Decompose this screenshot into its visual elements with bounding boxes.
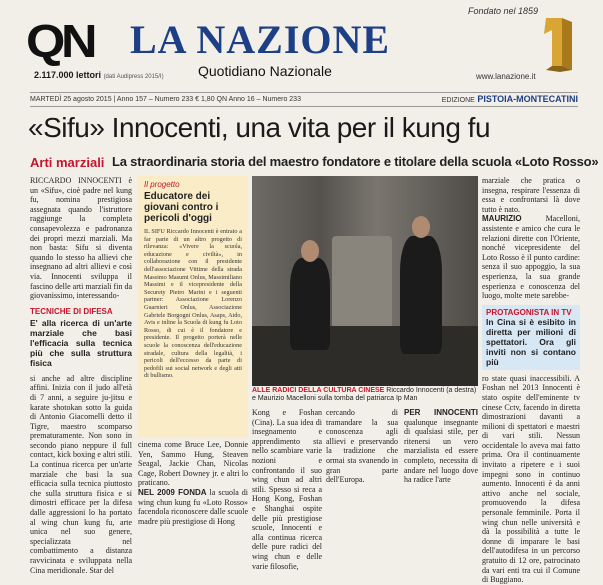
paragraph [138, 488, 248, 526]
column-6 [482, 176, 580, 585]
dateline [30, 92, 578, 107]
caption-text: Riccardo Innocenti (a destra) e Maurizio Macelloni sulla tomba del patriarca Ip Man [252, 387, 477, 403]
readership-count: 2.117.000 lettori [34, 70, 102, 80]
paragraph: si anche ad altre discipline affini. Inizia con il judo all'età di 7 anni, a seguire ju-jitsu e karate shotokan sotto la guida di Antonio Giacomelli detto il Tigre, maestro scomparso prematuramente. Non sono in secondo piano neppure il full contact, kick boxing e altri stili. La continua ricerca per un'arte marziale che basi la sua efficacia sulla tecnica piuttosto che sulla struttura fisica e si dimostri efficace per la difesa dalle aggressioni lo ha portato al wing chun kung fu, arte unica nel suo genere, specializzata nel combattimento a distanza ravvicinata e sviluppata nella Cina meridionale. Star del [30, 373, 132, 575]
lead-in: PER INNOCENTI [404, 408, 478, 417]
headline: «Sifu» Innocenti, una vita per il kung fu [28, 112, 491, 143]
sidebar-body: IL SIFU Riccardo Innocenti è entrato a far parte di un altro progetto di rilevanza: «Vivere la scuola, educazione e civiltà», in collaborazione con il presidente dell'associazione Vittime della strada Massimo Masumi Onlus, Massimiliano Massimi e il vicepresidente della Securety Pietro Marini e i seguenti partner: Associazione Lorenzo Guarnieri Onlus, Associazione Gabriele Borgogni Onlus, Asaps, Aido, Avis e inline la Scuola di kung fu Loto Rosso, di cui è il fondatore e presidente. Il progetto porterà nelle scuole la conoscenza dell'educazione stradale, cultura della legalità, i pericoli dell'eccesso da parte di pedofili sui social network e degli atti di bullismo. [144, 228, 242, 380]
paragraph: marziale che pratica o insegna, respirare l'essenza di essa e confrontarsi là dove tutto è nato. [482, 176, 580, 214]
column-1 [30, 176, 132, 575]
paragraph: cercando di tramandare la sua conoscenza agli allievi e preservando la tradizione che ormai sta svanendo in gran parte dell'Europa. [326, 408, 398, 485]
highlight-title: In Cina si è esibito in diretta per milioni di spettatori. Ora gli inviti non si contano più [486, 316, 576, 367]
paragraph-text: qualunque insegnante di qualsiasi stile, per ritenersi un vero marzialista ed essere completo, necessita di andare nel luogo dove ha radice l'arte [404, 417, 478, 485]
highlight-box [482, 305, 580, 370]
column-2-bottom [138, 440, 248, 526]
paragraph-text: la scuola di wing chun kung fu «Loto Rosso» facendola riconoscere dalle scuole madre più prestigiose di Hong [138, 487, 248, 526]
edition-name: PISTOIA-MONTECATINI [477, 94, 578, 104]
edition [442, 93, 578, 107]
column-5 [404, 408, 478, 485]
newspaper-subtitle: Quotidiano Nazionale [198, 63, 332, 79]
newspaper-title: LA NAZIONE [130, 17, 391, 62]
paragraph: ro state quasi inaccessibili. A Foshan nel 2013 Innocenti è stato ospite dell'eminente tv cinese Cctv, facendo in diretta dimostrazioni davanti a milioni di spettatori e maestri di vari stili. Nessun occidentale lo aveva mai fatto prima. Ora il continuamente invitato a ripetere e i suoi impegni sono in continuo aumento. Innocenti è da anni attivo anche nel sociale, promuovendo la difesa personale femminile. Porta il wing chun nelle università e dà la possibilità a tutte le donne di imparare le basi dell'autodifesa in un percorso gratuito di 12 ore, patrocinato da vari enti tra cui il Comune di Buggiano. [482, 373, 580, 585]
photo-person-right [400, 236, 442, 354]
photo-floor [252, 326, 478, 386]
sidebar-title: Educatore dei giovani contro i pericoli d'oggi [144, 191, 219, 224]
paragraph: Kong e Foshan (Cina). La sua idea di insegnamento e apprendimento sta nello scambiare varie nozioni e confrontando il suo wing chun ad altri stili. Spesso si reca a Hong Kong, Foshan e Shanghai ospite delle più prestigiose scuole, Innocenti e alla continua ricerca delle pure radici del wing chun e delle varie filosofie, [252, 408, 322, 571]
photo-person-left [290, 258, 330, 350]
photo-caption [252, 387, 478, 404]
sidebar-box [138, 176, 248, 438]
deck: La straordinaria storia del maestro fondatore e titolare della scuola «Loto Rosso» [112, 154, 599, 169]
caption-lead: ALLE RADICI DELLA CULTURA CINESE [252, 387, 385, 394]
article-photo [252, 176, 478, 386]
paragraph: cinema come Bruce Lee, Donnie Yen, Sammo Hung, Steaven Seagal, Jackie Chan, Nicolas Cage, Robert Downey jr. e altri lo praticano. [138, 440, 248, 488]
pull-quote: E' alla ricerca di un'arte marziale che basi l'efficacia sulla tecnica più che sulla struttura fisica [30, 317, 132, 368]
photo-tomb [332, 236, 392, 331]
edition-label: EDIZIONE [441, 97, 475, 104]
paragraph: RICCARDO INNOCENTI è un «Sifu», cioè padre nel kung fu, nomina prestigiosa assegnata quando l'istruttore raggiunge la completa consapevolezza e padronanza dei propri mezzi marziali. Ma non basta: Sifu si diventa quando lo stesso ha allievi che insegnano ad altri allievi e così via. Innocenti sviluppa il fascino delle arti marziali fin da giovanissimo, interessando- [30, 176, 132, 301]
paragraph-text: Macelloni, assistente e amico che cura le relazioni dirette con l'Oriente, nonché vicepresidente del Loto Rosso è il punto cardine: senza il suo appoggio, la sua esperienza, la sua grande esperienza e conoscenza del luogo, molte mete sarebbe- [482, 214, 580, 301]
founded-note: Fondato nel 1859 [468, 6, 539, 16]
photo-head-left [301, 240, 319, 262]
lead-in: MAURIZIO [482, 214, 522, 224]
subhead: TECNICHE DI DIFESA [30, 306, 113, 316]
dateline-text: MARTEDÌ 25 agosto 2015 | Anno 157 – Numero 233 € 1,80 QN Anno 16 – Numero 233 [30, 96, 301, 103]
website-url: www.lanazione.it [476, 72, 536, 81]
paragraph [482, 214, 580, 300]
sidebar-kicker: Il progetto [144, 180, 180, 189]
photo-head-right [412, 216, 430, 238]
paragraph [404, 408, 478, 485]
highlight-kicker: PROTAGONISTA IN TV [486, 307, 572, 317]
lead-in: NEL 2009 FONDA [138, 487, 207, 497]
readership [34, 70, 164, 80]
column-3 [252, 408, 322, 571]
column-4 [326, 408, 398, 485]
kicker: Arti marziali [30, 155, 105, 170]
qn-logo: QN [26, 15, 94, 67]
readership-note: (dati Audipress 2015/I) [103, 74, 164, 80]
number-one-badge [532, 14, 584, 72]
